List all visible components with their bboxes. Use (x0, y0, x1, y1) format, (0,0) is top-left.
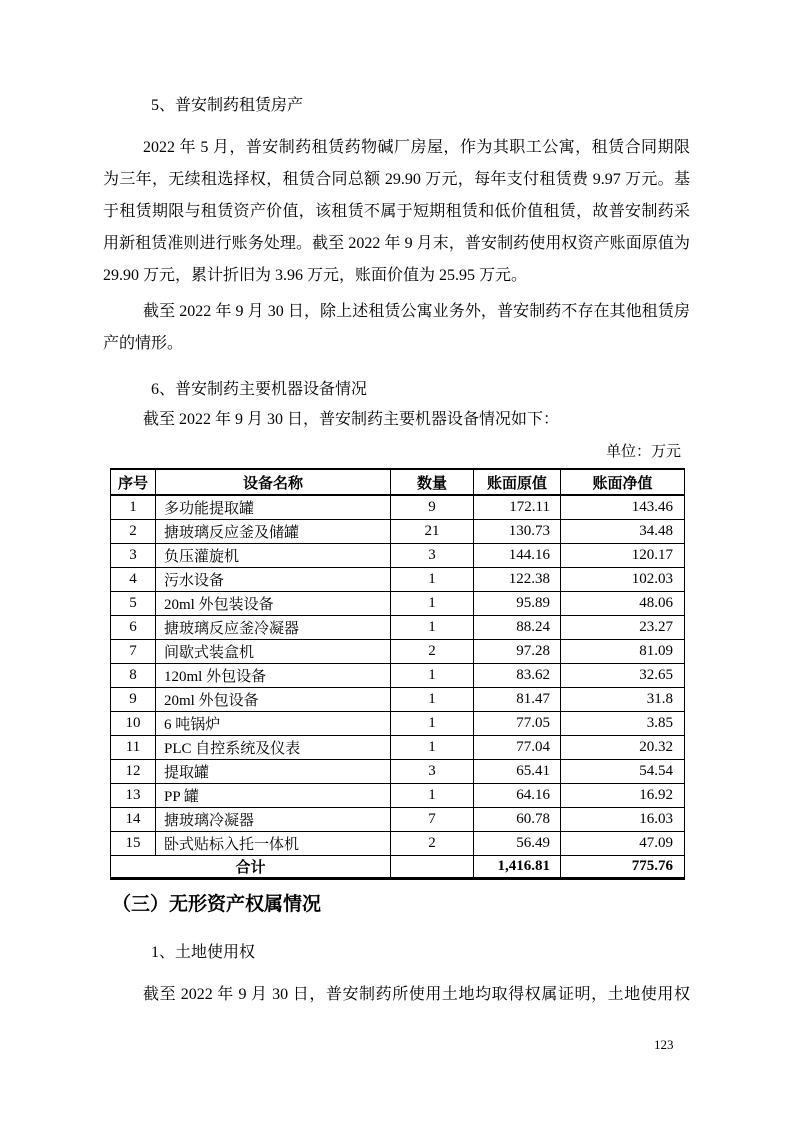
cell-original: 77.05 (474, 712, 561, 736)
cell-original: 56.49 (474, 832, 561, 856)
table-row (111, 808, 685, 832)
section-6-title: 6、普安制药主要机器设备情况 (151, 381, 368, 398)
para-land-use: 截至 2022 年 9 月 30 日，普安制药所使用土地均取得权属证明，土地使用权 (143, 986, 690, 1003)
table-row (111, 832, 685, 856)
cell-original: 172.11 (474, 495, 561, 520)
table-row (111, 568, 685, 592)
cell-original: 64.16 (474, 784, 561, 808)
cell-qty: 2 (391, 640, 474, 664)
cell-name: 提取罐 (156, 760, 391, 784)
cell-net: 20.32 (561, 736, 685, 760)
cell-seq: 14 (111, 808, 156, 832)
cell-qty: 9 (391, 495, 474, 520)
cell-seq: 1 (111, 495, 156, 520)
cell-original: 88.24 (474, 616, 561, 640)
cell-original: 77.04 (474, 736, 561, 760)
para-lease-scope: 截至 2022 年 9 月 30 日，除上述租赁公寓业务外，普安制药不存在其他租赁房产的情形。 (103, 303, 690, 352)
cell-seq: 8 (111, 664, 156, 688)
cell-seq: 15 (111, 832, 156, 856)
page-number: 123 (654, 1037, 674, 1052)
total-label: 合计 (111, 856, 391, 879)
table-row (111, 592, 685, 616)
table-row (111, 712, 685, 736)
cell-name: 间歇式装盒机 (156, 640, 391, 664)
cell-original: 130.73 (474, 520, 561, 544)
section-5-title: 5、普安制药租赁房产 (151, 97, 304, 114)
para-lease-details: 2022 年 5 月，普安制药租赁药物碱厂房屋，作为其职工公寓，租赁合同期限为三年，无续租选择权，租赁合同总额 29.90 万元，每年支付租赁费 9.97 万元。基于租赁期限与租赁资产价值，该租赁不属于短期租赁和低价值租赁，故普安制药采用新租赁准则进行账务处理。截至 2022 年 9 月末，普安制药使用权资产账面原值为 29.90 万元，累计折旧为 3.96 万元，账面价值为 25.95 万元。 (103, 139, 690, 284)
cell-qty: 1 (391, 736, 474, 760)
table-row (111, 736, 685, 760)
cell-name: 负压灌旋机 (156, 544, 391, 568)
table-row (111, 640, 685, 664)
total-qty (391, 856, 474, 879)
cell-original: 97.28 (474, 640, 561, 664)
table-row (111, 760, 685, 784)
cell-qty: 7 (391, 808, 474, 832)
cell-name: 120ml 外包设备 (156, 664, 391, 688)
cell-original: 122.38 (474, 568, 561, 592)
cell-qty: 1 (391, 568, 474, 592)
cell-name: 卧式贴标入托一体机 (156, 832, 391, 856)
cell-name: PLC 自控系统及仪表 (156, 736, 391, 760)
table-row (111, 520, 685, 544)
cell-seq: 9 (111, 688, 156, 712)
unit-label: 单位：万元 (605, 444, 681, 460)
cell-qty: 1 (391, 664, 474, 688)
cell-qty: 1 (391, 712, 474, 736)
table-row (111, 784, 685, 808)
cell-name: 多功能提取罐 (156, 495, 391, 520)
cell-net: 143.46 (561, 495, 685, 520)
cell-name: 搪玻璃反应釜及储罐 (156, 520, 391, 544)
cell-qty: 21 (391, 520, 474, 544)
cell-net: 23.27 (561, 616, 685, 640)
cell-qty: 2 (391, 832, 474, 856)
cell-original: 60.78 (474, 808, 561, 832)
cell-qty: 3 (391, 760, 474, 784)
table-row (111, 616, 685, 640)
cell-qty: 1 (391, 616, 474, 640)
cell-qty: 1 (391, 784, 474, 808)
table-row (111, 664, 685, 688)
cell-net: 48.06 (561, 592, 685, 616)
cell-qty: 3 (391, 544, 474, 568)
equipment-table (110, 468, 685, 880)
cell-name: 污水设备 (156, 568, 391, 592)
cell-qty: 1 (391, 688, 474, 712)
cell-net: 16.03 (561, 808, 685, 832)
cell-seq: 5 (111, 592, 156, 616)
table-total-row (111, 856, 685, 879)
header-qty: 数量 (391, 469, 474, 495)
table-row (111, 688, 685, 712)
cell-seq: 4 (111, 568, 156, 592)
cell-name: PP 罐 (156, 784, 391, 808)
header-original-value: 账面原值 (474, 469, 561, 495)
cell-net: 47.09 (561, 832, 685, 856)
cell-original: 65.41 (474, 760, 561, 784)
cell-seq: 11 (111, 736, 156, 760)
cell-name: 搪玻璃反应釜冷凝器 (156, 616, 391, 640)
cell-net: 102.03 (561, 568, 685, 592)
cell-name: 6 吨锅炉 (156, 712, 391, 736)
header-seq: 序号 (111, 469, 156, 495)
para-equipment-intro: 截至 2022 年 9 月 30 日，普安制药主要机器设备情况如下： (143, 411, 560, 428)
total-original-value: 1,416.81 (474, 856, 561, 879)
table-row (111, 544, 685, 568)
cell-net: 120.17 (561, 544, 685, 568)
section-3-1-title: 1、土地使用权 (151, 944, 256, 961)
equipment-table-body (111, 495, 685, 856)
header-net-value: 账面净值 (561, 469, 685, 495)
cell-original: 95.89 (474, 592, 561, 616)
cell-original: 144.16 (474, 544, 561, 568)
table-header-row (111, 469, 685, 495)
section-3-heading: （三）无形资产权属情况 (112, 894, 322, 915)
cell-name: 20ml 外包装设备 (156, 592, 391, 616)
cell-seq: 2 (111, 520, 156, 544)
table-row (111, 495, 685, 520)
cell-original: 81.47 (474, 688, 561, 712)
cell-net: 31.8 (561, 688, 685, 712)
cell-qty: 1 (391, 592, 474, 616)
cell-seq: 6 (111, 616, 156, 640)
total-net-value: 775.76 (561, 856, 685, 879)
cell-net: 16.92 (561, 784, 685, 808)
cell-name: 20ml 外包设备 (156, 688, 391, 712)
cell-original: 83.62 (474, 664, 561, 688)
header-name: 设备名称 (156, 469, 391, 495)
cell-seq: 10 (111, 712, 156, 736)
cell-net: 32.65 (561, 664, 685, 688)
cell-seq: 13 (111, 784, 156, 808)
cell-seq: 3 (111, 544, 156, 568)
cell-seq: 7 (111, 640, 156, 664)
cell-net: 3.85 (561, 712, 685, 736)
cell-net: 34.48 (561, 520, 685, 544)
cell-net: 54.54 (561, 760, 685, 784)
cell-seq: 12 (111, 760, 156, 784)
cell-name: 搪玻璃冷凝器 (156, 808, 391, 832)
cell-net: 81.09 (561, 640, 685, 664)
